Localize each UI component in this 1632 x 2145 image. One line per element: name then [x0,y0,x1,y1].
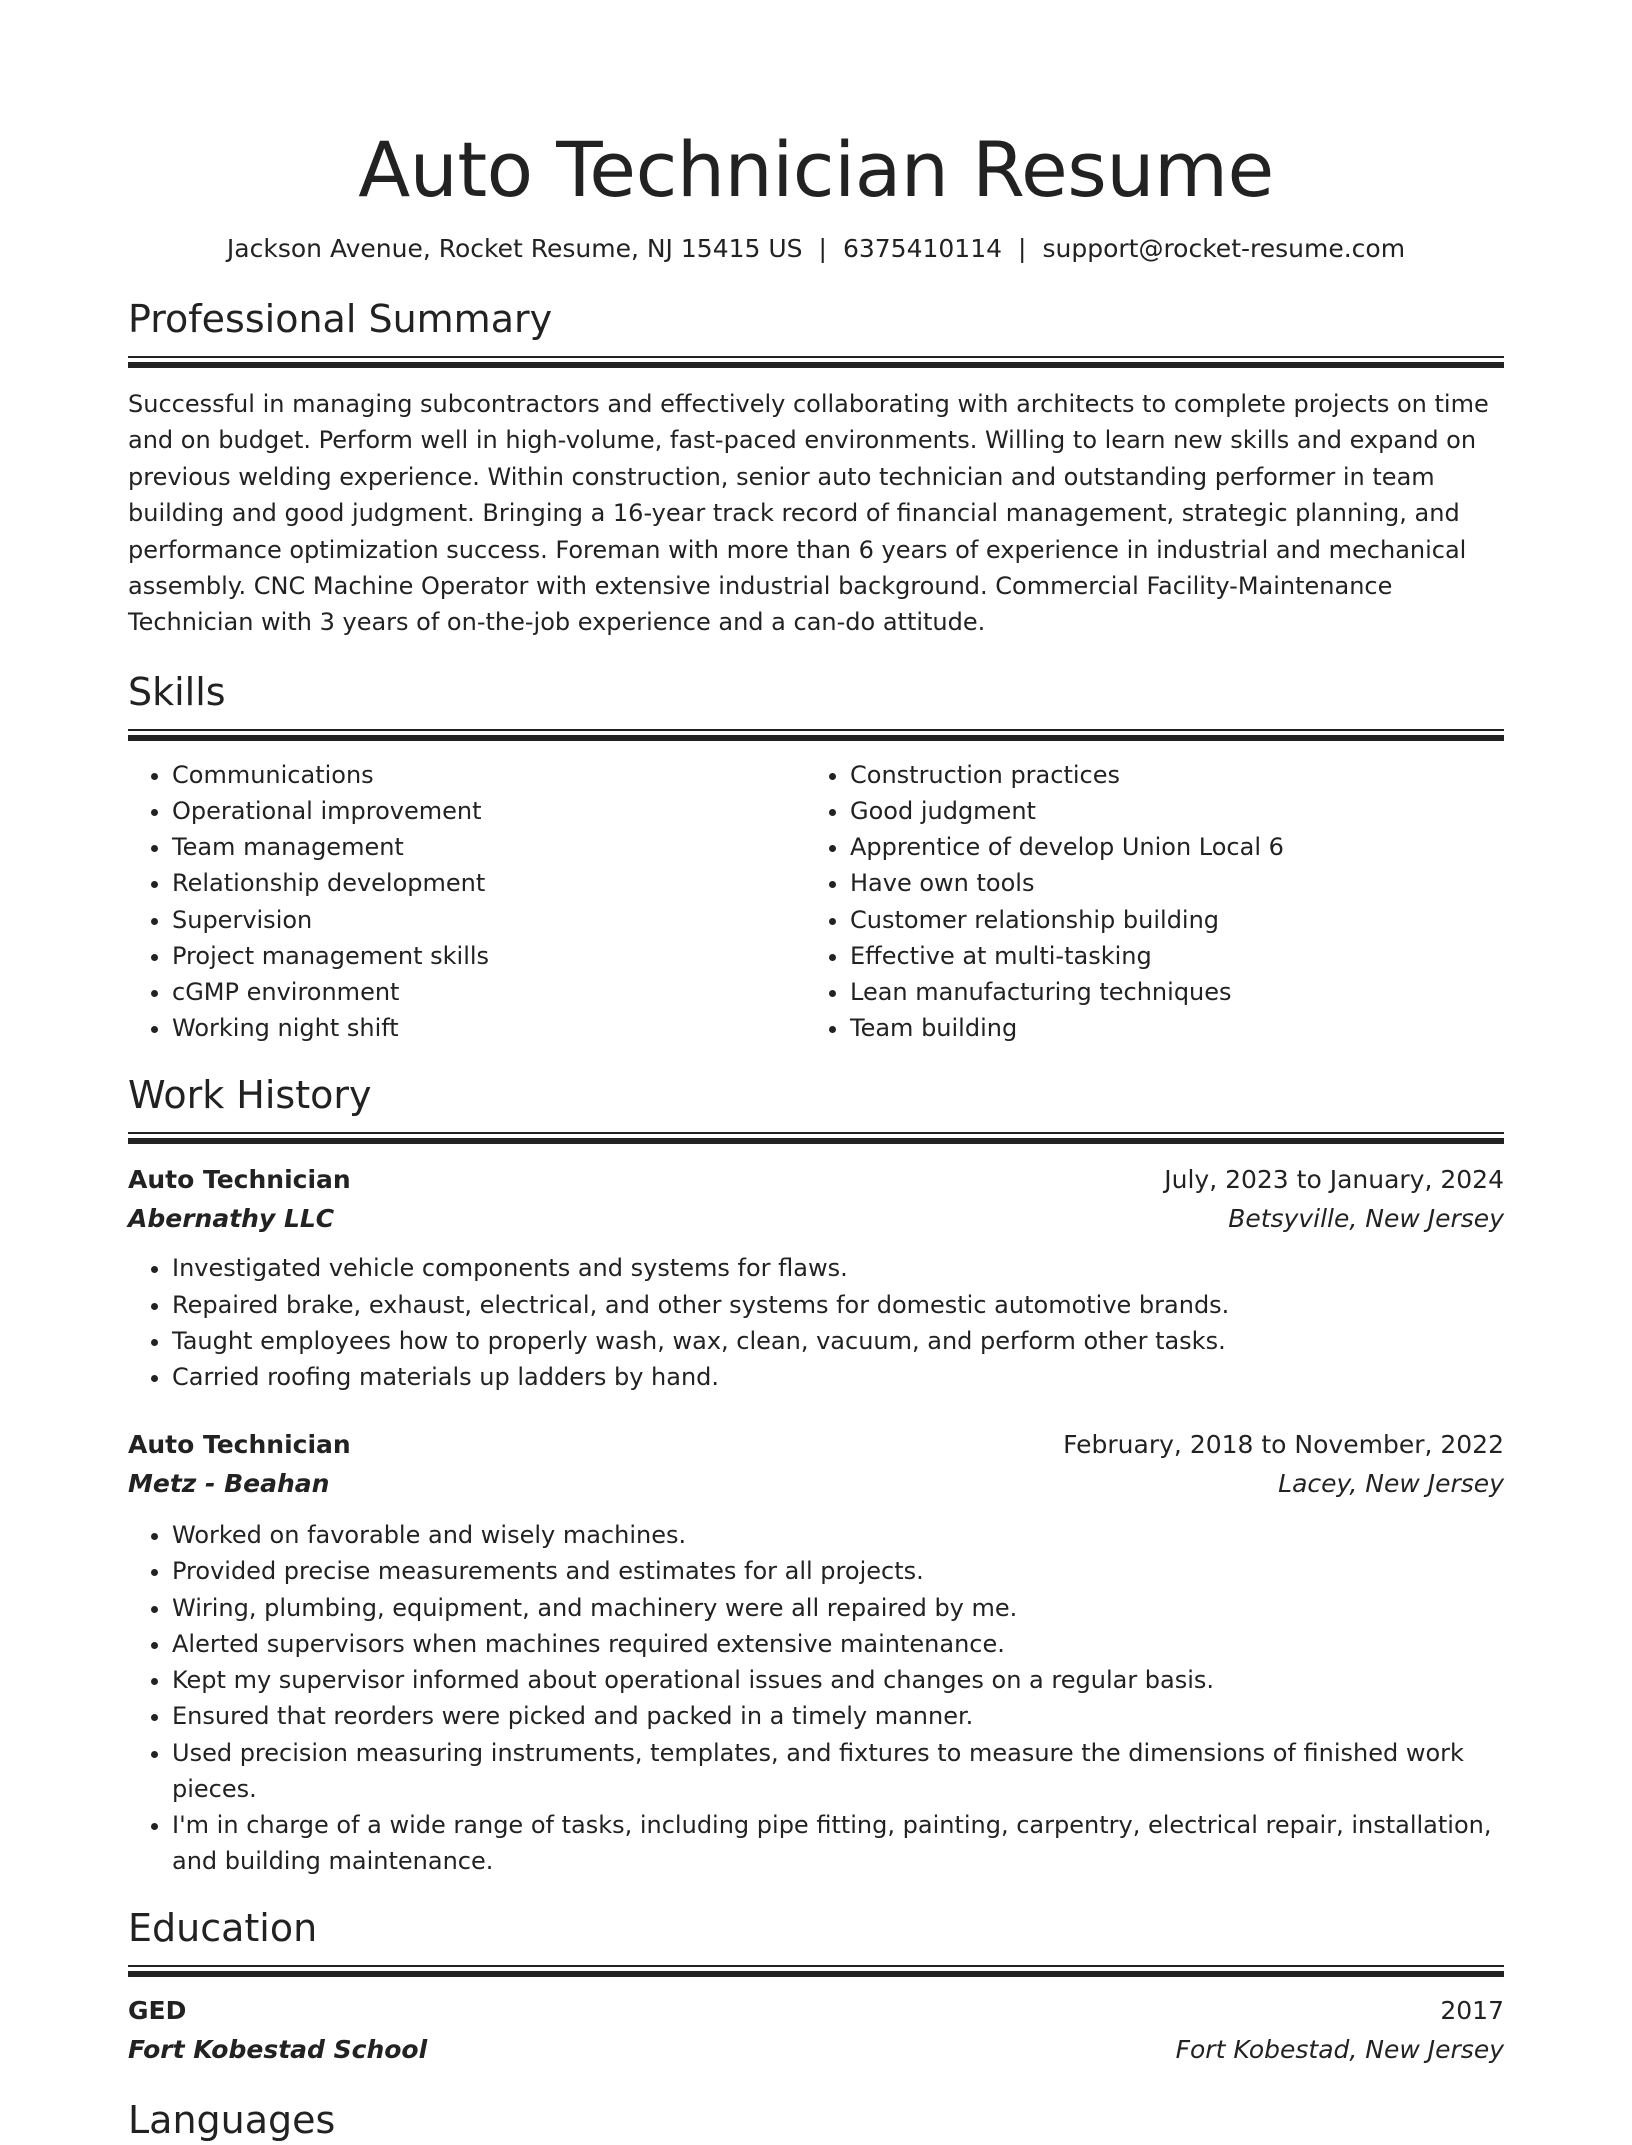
summary-text: Successful in managing subcontractors and effectively collaborating with architects to complete projects on time and on budget. Perform well in high-volume, fast-paced environments. Willing to learn new skills and expand on previous welding experience. Within construction, senior auto technician and outstanding performer in team building and good judgment. Bringing a 16-year track record of financial management, strategic planning, and performance optimization success. Foreman with more than 6 years of experience in industrial and mechanical assembly. CNC Machine Operator with extensive industrial background. Commercial Facility-Maintenance Technician with 3 years of on-the-job experience and a can-do attitude. [128,390,1489,637]
work-history-section [128,1070,1504,1879]
section-divider-thin [128,729,1504,731]
skill-item: • Construction practices [850,757,1484,793]
section-divider-thin [128,356,1504,358]
section-divider-thick [128,735,1504,741]
job-duty-item: • Worked on favorable and wisely machines. [172,1517,1504,1553]
skill-item: • Communications [172,757,806,793]
skills-list-left [128,757,806,1047]
contact-address: Jackson Avenue, Rocket Resume, NJ 15415 US [226,234,803,263]
skill-item: • Good judgment [850,793,1484,829]
skills-column-left [128,757,806,1047]
section-divider-thin [128,1965,1504,1967]
contact-phone: 6375410114 [842,234,1003,263]
job-title: Auto Technician [128,1430,351,1460]
education-subheader [128,2031,1504,2069]
job-company: Metz - Beahan [128,1469,330,1499]
skill-item: • Effective at multi-tasking [850,938,1484,974]
section-title-summary: Professional Summary [128,297,553,341]
job-duty-item: • Ensured that reorders were picked and packed in a timely manner. [172,1698,1504,1734]
job-dates: February, 2018 to November, 2022 [1063,1430,1504,1460]
job-title: Auto Technician [128,1165,351,1195]
contact-line [128,232,1504,266]
skills-section [128,667,1504,1047]
skill-item: • Operational improvement [172,793,806,829]
skill-item: • Have own tools [850,865,1484,901]
job-duty-item: • Investigated vehicle components and systems for flaws. [172,1250,1504,1286]
skill-item: • Project management skills [172,938,806,974]
skill-item: • Apprentice of develop Union Local 6 [850,829,1484,865]
job-location: Betsyville, New Jersey [1228,1204,1504,1234]
job-location: Lacey, New Jersey [1278,1469,1504,1499]
skill-item: • Customer relationship building [850,902,1484,938]
education-header [128,1991,1504,2031]
skills-list-right [806,757,1484,1047]
contact-separator: | [1018,234,1027,263]
job-entry [128,1425,1504,1879]
job-duty-item: • Provided precise measurements and estimates for all projects. [172,1553,1504,1589]
contact-email: support@rocket-resume.com [1042,234,1406,263]
job-dates: July, 2023 to January, 2024 [1164,1165,1504,1195]
skill-item: • Team management [172,829,806,865]
job-duties-list [128,1250,1504,1395]
education-degree: GED [128,1996,187,2026]
education-school: Fort Kobestad School [128,2035,428,2065]
section-divider-thick [128,1138,1504,1144]
job-duty-item: • Wiring, plumbing, equipment, and machinery were all repaired by me. [172,1590,1504,1626]
skill-item: • cGMP environment [172,974,806,1010]
section-title-education: Education [128,1906,318,1951]
job-duties-list [128,1517,1504,1879]
job-duty-item: • Taught employees how to properly wash, wax, clean, vacuum, and perform other tasks. [172,1323,1504,1359]
resume-page [128,0,1504,2145]
job-duty-item: • Alerted supervisors when machines required extensive maintenance. [172,1626,1504,1662]
skill-item: • Relationship development [172,865,806,901]
education-section [128,1903,1504,2069]
skill-item: • Lean manufacturing techniques [850,974,1484,1010]
job-duty-item: • Used precision measuring instruments, templates, and fixtures to measure the dimensions of finished work pieces. [172,1735,1504,1807]
job-duty-item: • I'm in charge of a wide range of tasks, including pipe fitting, painting, carpentry, electrical repair, installation, and building maintenance. [172,1807,1504,1879]
education-year: 2017 [1440,1996,1504,2026]
education-entry [128,1991,1504,2069]
section-title-work-history: Work History [128,1073,372,1118]
section-title-skills: Skills [128,669,226,714]
skill-item: • Team building [850,1010,1484,1046]
resume-title: Auto Technician Resume [358,125,1274,214]
job-entry [128,1160,1504,1395]
skills-column-right [806,757,1484,1047]
job-subheader [128,1200,1504,1238]
skills-grid [128,757,1504,1047]
section-divider-thick [128,362,1504,368]
job-header [128,1425,1504,1465]
job-duty-item: • Carried roofing materials up ladders by hand. [172,1359,1504,1395]
job-header [128,1160,1504,1200]
languages-section [128,2095,1504,2145]
section-title-languages: Languages [128,2098,336,2143]
section-divider-thin [128,1132,1504,1134]
section-divider-thick [128,1971,1504,1977]
job-duty-item: • Kept my supervisor informed about operational issues and changes on a regular basis. [172,1662,1504,1698]
skill-item: • Working night shift [172,1010,806,1046]
summary-section [128,294,1504,641]
job-company: Abernathy LLC [128,1204,335,1234]
job-subheader [128,1465,1504,1503]
education-location: Fort Kobestad, New Jersey [1175,2035,1504,2065]
job-duty-item: • Repaired brake, exhaust, electrical, and other systems for domestic automotive brands. [172,1287,1504,1323]
skill-item: • Supervision [172,902,806,938]
contact-separator: | [818,234,827,263]
